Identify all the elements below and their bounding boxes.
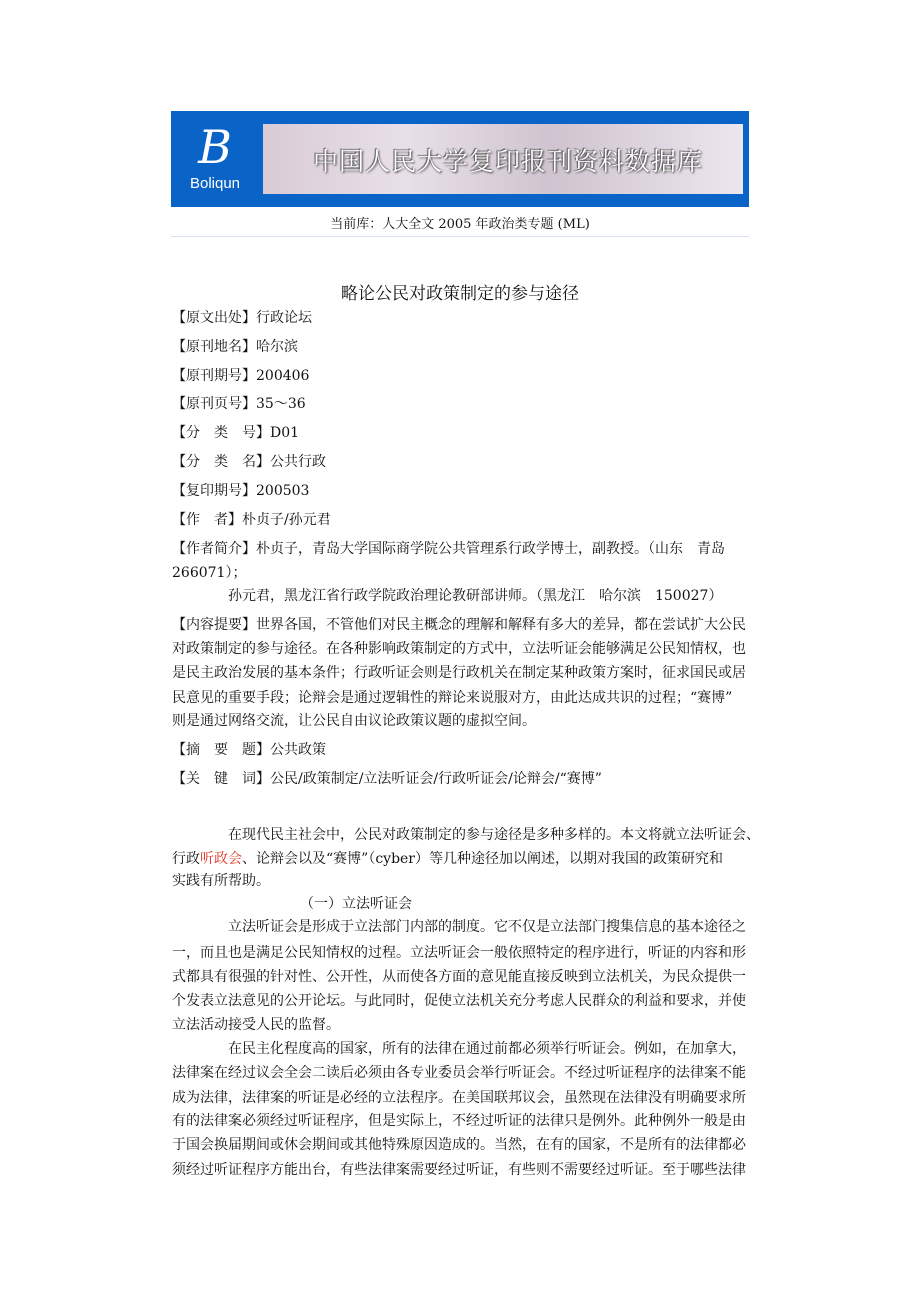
metadata-line: 【原刊期号】200406 xyxy=(172,368,310,384)
logo-text: Boliqun xyxy=(189,175,241,192)
metadata-line: 是民主政治发展的基本条件；行政听证会则是行政机关在制定某种政策方案时，征求国民或居 xyxy=(172,665,746,681)
body-line: 于国会换届期间或休会期间或其他特殊原因造成的。当然，在有的国家，不是所有的法律都必 xyxy=(172,1137,746,1153)
body-line: 须经过听证程序方能出台，有些法律案需要经过听证，有些则不需要经过听证。至于哪些法律 xyxy=(172,1162,746,1178)
body-line: 立法活动接受人民的监督。 xyxy=(172,1017,340,1033)
highlighted-term: 听政会 xyxy=(200,851,242,867)
body-line: 立法听证会是形成于立法部门内部的制度。它不仅是立法部门搜集信息的基本途径之 xyxy=(172,919,746,935)
metadata-line: 【分 类 号】D01 xyxy=(172,425,300,441)
database-banner xyxy=(171,111,749,207)
metadata-line: 【作者简介】朴贞子，青岛大学国际商学院公共管理系行政学博士，副教授。（山东 青岛 xyxy=(172,541,725,557)
body-line: 有的法律案必须经过听证程序，但是实际上，不经过听证的法律只是例外。此种例外一般是由 xyxy=(172,1113,746,1129)
metadata-line: 对政策制定的参与途径。在各种影响政策制定的方式中，立法听证会能够满足公民知情权，也 xyxy=(172,641,746,657)
text: 、论辩会以及“赛博”（cyber）等几种途径加以阐述，以期对我国的政策研究和 xyxy=(242,851,724,867)
metadata-line: 【摘 要 题】公共政策 xyxy=(172,742,326,758)
body-line: 在民主化程度高的国家，所有的法律在通过前都必须举行听证会。例如，在加拿大， xyxy=(172,1041,746,1057)
text: 行政 xyxy=(172,851,200,867)
logo-b-mark-icon: B xyxy=(198,120,232,174)
body-line: 成为法律，法律案的听证是必经的立法程序。在美国联邦议会，虽然现在法律没有明确要求所 xyxy=(172,1090,746,1106)
banner-image xyxy=(263,124,743,194)
body-line: 式都具有很强的针对性、公开性，从而使各方面的意见能直接反映到立法机关，为民众提供一 xyxy=(172,969,746,985)
metadata-line: 【原文出处】行政论坛 xyxy=(172,310,312,326)
boliqun-logo xyxy=(171,111,259,207)
article-title: 略论公民对政策制定的参与途径 xyxy=(341,284,579,304)
body-line: 在现代民主社会中，公民对政策制定的参与途径是多种多样的。本文将就立法听证会、 xyxy=(172,827,760,843)
body-line: 法律案在经过议会全会二读后必须由各专业委员会举行听证会。不经过听证程序的法律案不能 xyxy=(172,1065,746,1081)
body-line: 一，而且也是满足公民知情权的过程。立法听证会一般依照特定的程序进行，听证的内容和形 xyxy=(172,945,746,961)
body-line xyxy=(172,849,723,869)
banner-title: 中国人民大学复印报刊资料数据库 xyxy=(313,147,704,176)
metadata-line: 266071）； xyxy=(172,565,247,581)
metadata-line: 民意见的重要手段；论辩会是通过逻辑性的辩论来说服对方，由此达成共识的过程；“赛博” xyxy=(172,690,733,706)
metadata-line: 【复印期号】200503 xyxy=(172,483,310,499)
body-line: 实践有所帮助。 xyxy=(172,873,270,889)
metadata-line: 孙元君，黑龙江省行政学院政治理论教研部讲师。（黑龙江 哈尔滨 150027） xyxy=(172,588,723,604)
metadata-line: 【作 者】朴贞子/孙元君 xyxy=(172,512,331,528)
current-database: 当前库：人大全文 2005 年政治类专题 (ML) xyxy=(330,217,590,232)
metadata-line: 【原刊页号】35～36 xyxy=(172,396,306,412)
section-heading: （一）立法听证会 xyxy=(300,896,412,912)
divider xyxy=(171,236,749,237)
metadata-line: 【内容提要】世界各国，不管他们对民主概念的理解和解释有多大的差异，都在尝试扩大公民 xyxy=(172,617,746,633)
metadata-line: 【分 类 名】公共行政 xyxy=(172,454,326,470)
body-line: 个发表立法意见的公开论坛。与此同时，促使立法机关充分考虑人民群众的利益和要求，并使 xyxy=(172,993,746,1009)
metadata-line: 【关 键 词】公民/政策制定/立法听证会/行政听证会/论辩会/“赛博” xyxy=(172,771,602,787)
metadata-line: 【原刊地名】哈尔滨 xyxy=(172,339,298,355)
metadata-line: 则是通过网络交流，让公民自由议论政策议题的虚拟空间。 xyxy=(172,713,536,729)
